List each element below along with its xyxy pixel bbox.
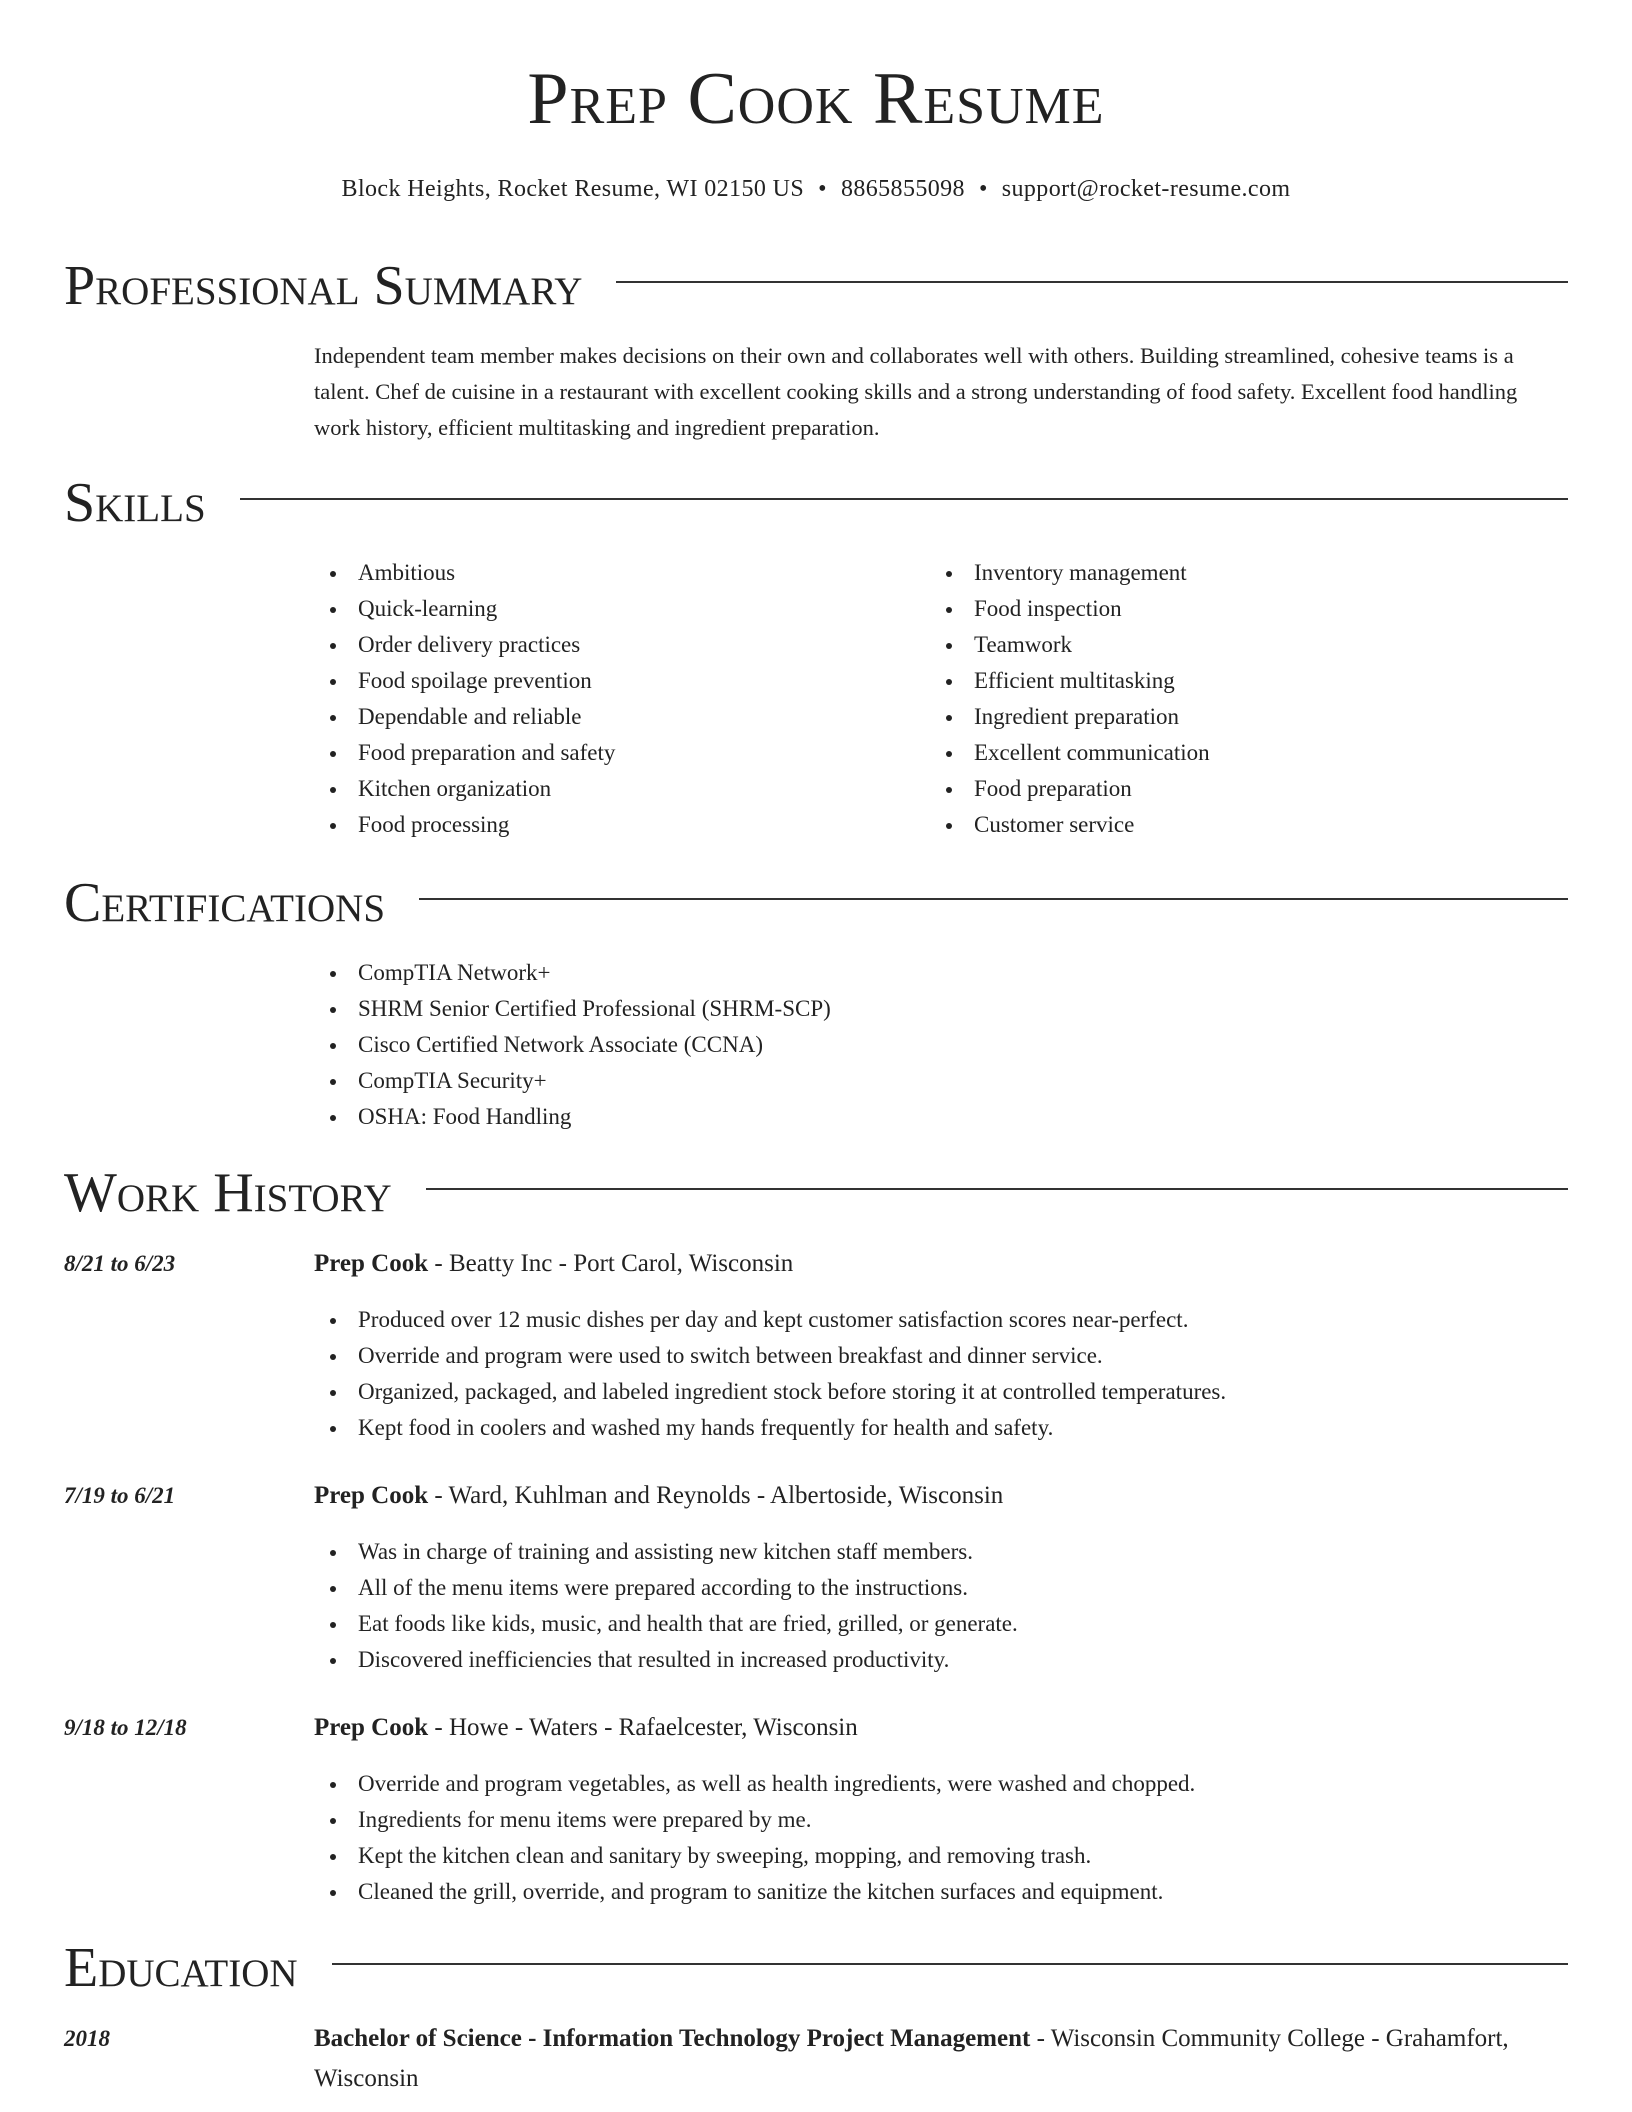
bullet-icon	[330, 1079, 336, 1085]
job-bullet: Produced over 12 music dishes per day and kept customer satisfaction scores near-perfect.	[314, 1302, 1226, 1338]
bullet-icon	[330, 787, 336, 793]
bullet-icon	[330, 1007, 336, 1013]
education-entry	[314, 2019, 1568, 2099]
job-bullet: Kept the kitchen clean and sanitary by sweeping, mopping, and removing trash.	[314, 1838, 1195, 1874]
work-section-title: Work History	[64, 1162, 392, 1224]
job-bullet: Was in charge of training and assisting new kitchen staff members.	[314, 1534, 1018, 1570]
bullet-icon	[330, 1115, 336, 1121]
skill-item: Food processing	[314, 807, 615, 843]
certification-item: CompTIA Security+	[314, 1063, 831, 1099]
certification-item: SHRM Senior Certified Professional (SHRM-SCP)	[314, 991, 831, 1027]
bullet-icon	[330, 1782, 336, 1788]
job-bullet: Discovered inefficiencies that resulted in increased productivity.	[314, 1642, 1018, 1678]
contact-separator: •	[978, 176, 988, 202]
bullet-icon	[330, 679, 336, 685]
education-school: - Wisconsin Community College - Grahamfort, Wisconsin	[314, 2025, 1509, 2092]
bullet-icon	[330, 1390, 336, 1396]
bullet-icon	[330, 1818, 336, 1824]
job-bullets	[314, 1302, 1226, 1446]
job-employer: - Ward, Kuhlman and Reynolds - Albertoside, Wisconsin	[428, 1482, 1004, 1509]
bullet-icon	[330, 1890, 336, 1896]
certification-item: CompTIA Network+	[314, 955, 831, 991]
certifications-section-header	[64, 872, 1568, 934]
section-divider	[332, 1963, 1568, 1965]
education-degree: Bachelor of Science - Information Technology Project Management	[314, 2025, 1031, 2052]
bullet-icon	[330, 715, 336, 721]
skill-item: Food inspection	[930, 591, 1210, 627]
skill-item: Dependable and reliable	[314, 699, 615, 735]
contact-line	[0, 176, 1632, 203]
skills-list-right	[930, 555, 1210, 843]
job-role: Prep Cook	[314, 1250, 429, 1277]
bullet-icon	[330, 823, 336, 829]
contact-separator: •	[818, 176, 827, 202]
section-divider	[240, 498, 1568, 500]
bullet-icon	[946, 607, 952, 613]
job-bullet: Override and program vegetables, as well as health ingredients, were washed and chopped.	[314, 1766, 1195, 1802]
bullet-icon	[330, 643, 336, 649]
skill-item: Kitchen organization	[314, 771, 615, 807]
bullet-icon	[330, 1043, 336, 1049]
job-role: Prep Cook	[314, 1482, 429, 1509]
skill-item: Food preparation and safety	[314, 735, 615, 771]
education-year: 2018	[64, 2026, 110, 2051]
skills-section-title: Skills	[64, 472, 206, 534]
bullet-icon	[946, 679, 952, 685]
skills-list-left	[314, 555, 615, 843]
bullet-icon	[946, 751, 952, 757]
education-section-title: Education	[64, 1937, 298, 1999]
certifications-section-title: Certifications	[64, 872, 386, 934]
job-bullet: All of the menu items were prepared according to the instructions.	[314, 1570, 1018, 1606]
skill-item: Inventory management	[930, 555, 1210, 591]
job-role: Prep Cook	[314, 1714, 429, 1741]
education-section-header	[64, 1937, 1568, 1999]
certification-item: OSHA: Food Handling	[314, 1099, 831, 1135]
skill-item: Excellent communication	[930, 735, 1210, 771]
skill-item: Customer service	[930, 807, 1210, 843]
bullet-icon	[330, 1550, 336, 1556]
job-bullet: Override and program were used to switch between breakfast and dinner service.	[314, 1338, 1226, 1374]
work-section-header	[64, 1162, 1568, 1224]
job-bullet: Organized, packaged, and labeled ingredient stock before storing it at controlled temperatures.	[314, 1374, 1226, 1410]
skill-item: Food preparation	[930, 771, 1210, 807]
job-bullet: Kept food in coolers and washed my hands frequently for health and safety.	[314, 1410, 1226, 1446]
bullet-icon	[946, 571, 952, 577]
summary-section-title: Professional Summary	[64, 255, 583, 317]
section-divider	[426, 1188, 1568, 1190]
job-employer: - Beatty Inc - Port Carol, Wisconsin	[428, 1250, 794, 1277]
bullet-icon	[946, 643, 952, 649]
bullet-icon	[330, 1426, 336, 1432]
skill-item: Quick-learning	[314, 591, 615, 627]
bullet-icon	[330, 971, 336, 977]
skill-item: Order delivery practices	[314, 627, 615, 663]
bullet-icon	[330, 1658, 336, 1664]
job-title-line	[314, 1482, 1568, 1510]
job-bullet: Cleaned the grill, override, and program to sanitize the kitchen surfaces and equipment.	[314, 1874, 1195, 1910]
job-dates: 9/18 to 12/18	[64, 1715, 187, 1740]
job-bullets	[314, 1766, 1195, 1910]
contact-email: support@rocket-resume.com	[1001, 176, 1291, 202]
job-title-line	[314, 1250, 1568, 1278]
bullet-icon	[330, 607, 336, 613]
job-title-line	[314, 1714, 1568, 1742]
bullet-icon	[330, 571, 336, 577]
skill-item: Teamwork	[930, 627, 1210, 663]
contact-phone: 8865855098	[840, 176, 965, 202]
bullet-icon	[330, 1622, 336, 1628]
bullet-icon	[946, 823, 952, 829]
bullet-icon	[330, 1586, 336, 1592]
bullet-icon	[946, 787, 952, 793]
bullet-icon	[330, 751, 336, 757]
job-employer: - Howe - Waters - Rafaelcester, Wisconsin	[428, 1714, 858, 1741]
skill-item: Ingredient preparation	[930, 699, 1210, 735]
summary-text: Independent team member makes decisions on their own and collaborates well with others. Building streamlined, cohesive teams is a talent. Chef de cuisine in a restaurant with excellent cooking skills and a strong understanding of food safety. Excellent food handling work history, efficient multitasking and ingredient preparation.	[314, 343, 1518, 440]
job-bullet: Eat foods like kids, music, and health that are fried, grilled, or generate.	[314, 1606, 1018, 1642]
section-divider	[419, 898, 1568, 900]
summary-section-header	[64, 255, 1568, 317]
job-bullet: Ingredients for menu items were prepared by me.	[314, 1802, 1195, 1838]
job-bullets	[314, 1534, 1018, 1678]
skills-section-header	[64, 472, 1568, 534]
skill-item: Efficient multitasking	[930, 663, 1210, 699]
contact-address: Block Heights, Rocket Resume, WI 02150 US	[341, 176, 805, 202]
resume-title: Prep Cook Resume	[527, 58, 1105, 140]
skill-item: Food spoilage prevention	[314, 663, 615, 699]
certification-item: Cisco Certified Network Associate (CCNA)	[314, 1027, 831, 1063]
bullet-icon	[330, 1354, 336, 1360]
bullet-icon	[330, 1854, 336, 1860]
certifications-list	[314, 955, 831, 1135]
section-divider	[616, 281, 1568, 283]
job-dates: 8/21 to 6/23	[64, 1251, 176, 1276]
bullet-icon	[946, 715, 952, 721]
job-dates: 7/19 to 6/21	[64, 1483, 176, 1508]
skill-item: Ambitious	[314, 555, 615, 591]
bullet-icon	[330, 1318, 336, 1324]
